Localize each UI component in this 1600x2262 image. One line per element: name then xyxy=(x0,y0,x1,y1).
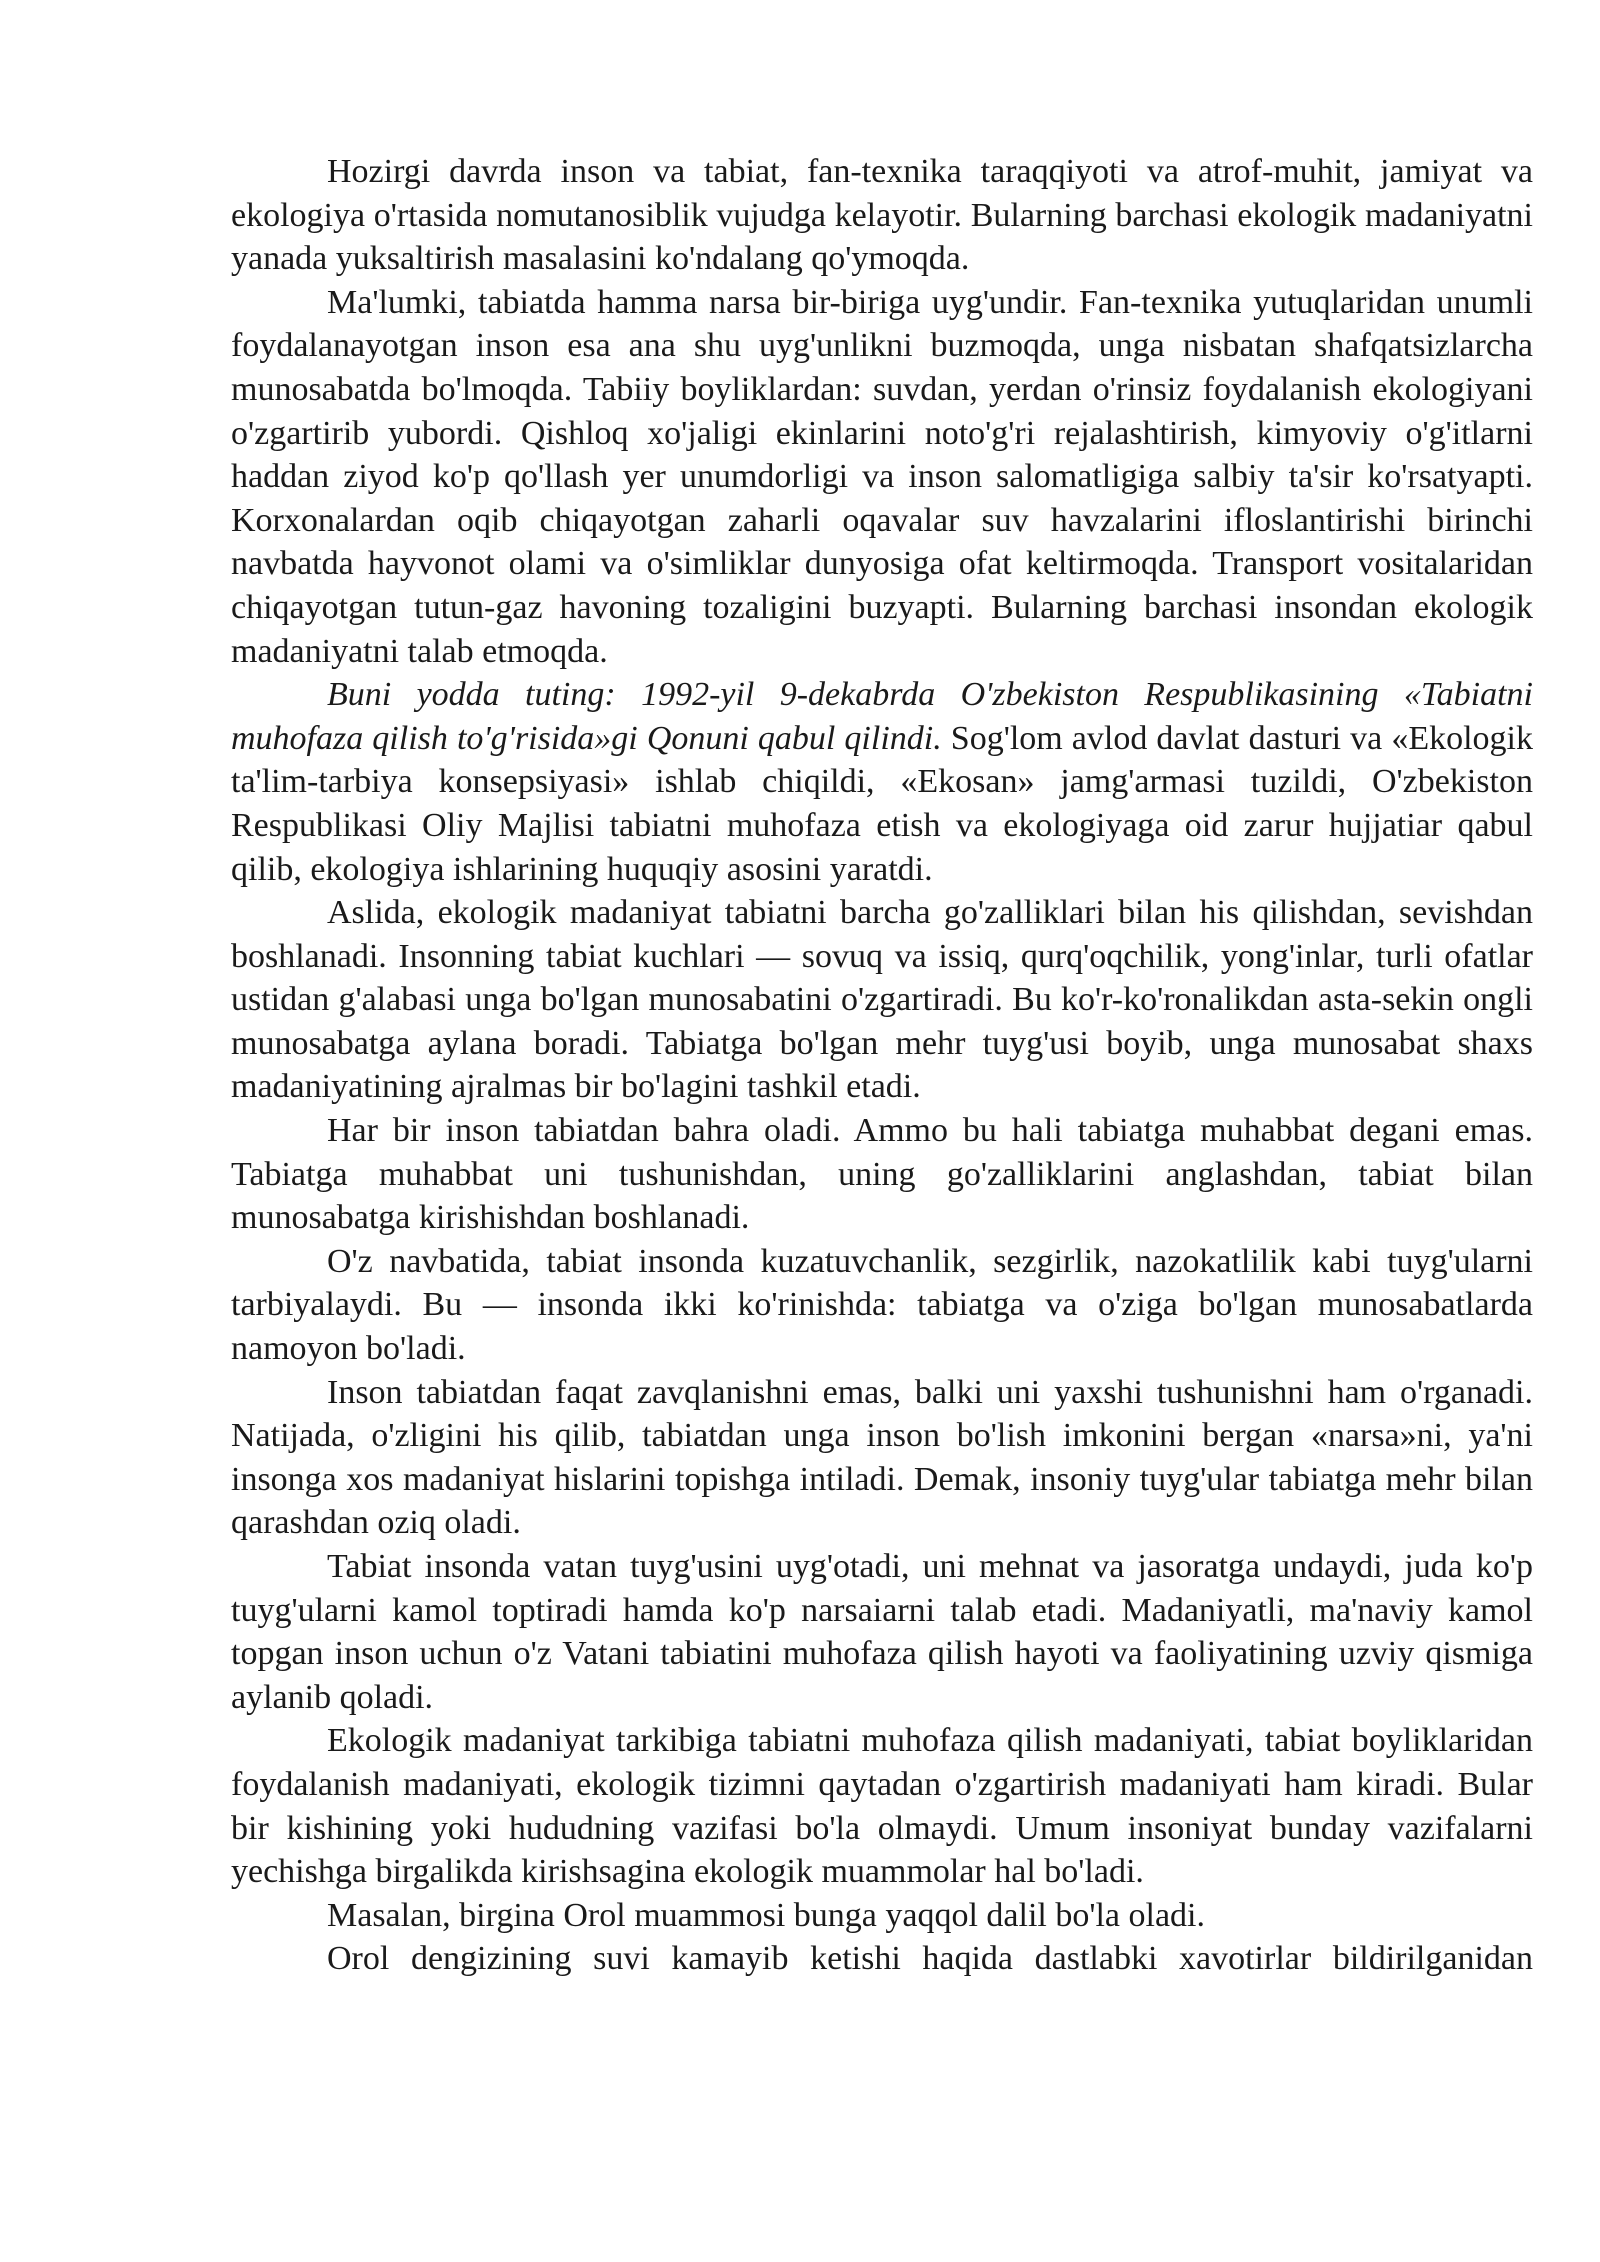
paragraph-1-text: Hozirgi davrda inson va tabiat, fan-texnika taraqqiyoti va atrof-muhit, jamiyat va ekologiya o'rtasida nomutanosiblik vujudga kelayotir. Bularning barchasi ekologik madaniyatni yanada yuksaltirish masalasini ko'ndalang qo'ymoqda. xyxy=(231,153,1533,278)
paragraph-10 xyxy=(231,1894,1533,1938)
paragraph-4-text: Aslida, ekologik madaniyat tabiatni barcha go'zalliklari bilan his qilishdan, sevishdan boshlanadi. Insonning tabiat kuchlari — sovuq va issiq, qurq'oqchilik, yong'inlar, turli ofatlar ustidan g'alabasi unga bo'lgan munosabatini o'zgartiradi. Bu ko'r-ko'ronalikdan asta-sekin ongli munosabatga aylana boradi. Tabiatga bo'lgan mehr tuyg'usi boyib, unga munosabat shaxs madaniyatining ajralmas bir bo'lagini tashkil etadi. xyxy=(231,894,1533,1106)
paragraph-9 xyxy=(231,1719,1533,1893)
paragraph-9-text: Ekologik madaniyat tarkibiga tabiatni muhofaza qilish madaniyati, tabiat boyliklaridan foydalanish madaniyati, ekologik tizimni qaytadan o'zgartirish madaniyati ham kiradi. Bular bir kishining yoki hududning vazifasi bo'la olmaydi. Umum insoniyat bunday vazifalarni yechishga birgalikda kirishsagina ekologik muammolar hal bo'ladi. xyxy=(231,1722,1533,1891)
paragraph-3-italic-note: Buni yodda tuting: 1992-yil 9-dekabrda O'zbekiston Respublikasining «Tabiatni muhofaza qilish to'g'risida»gi Qonuni qabul qilindi. xyxy=(231,676,1533,757)
paragraph-2 xyxy=(231,281,1533,673)
paragraph-7-text: Inson tabiatdan faqat zavqlanishni emas, balki uni yaxshi tushunishni ham o'rganadi. Natijada, o'zligini his qilib, tabiatdan unga inson bo'lish imkonini bergan «narsa»ni, ya'ni insonga xos madaniyat hislarini topishga intiladi. Demak, insoniy tuyg'ular tabiatga mehr bilan qarashdan oziq oladi. xyxy=(231,1373,1533,1542)
paragraph-6 xyxy=(231,1240,1533,1371)
paragraph-1 xyxy=(231,150,1533,281)
paragraph-10-text: Masalan, birgina Orol muammosi bunga yaqqol dalil bo'la oladi. xyxy=(327,1896,1206,1934)
paragraph-8 xyxy=(231,1545,1533,1719)
paragraph-4 xyxy=(231,891,1533,1109)
paragraph-6-text: O'z navbatida, tabiat insonda kuzatuvchanlik, sezgirlik, nazokatlilik kabi tuyg'ularni tarbiyalaydi. Bu — insonda ikki ko'rinishda: tabiatga va o'ziga bo'lgan munosabatlarda namoyon bo'ladi. xyxy=(231,1242,1533,1368)
document-page xyxy=(231,150,1533,1981)
paragraph-11-text: Orol dengizining suvi kamayib ketishi haqida dastlabki xavotirlar bildirilganidan xyxy=(327,1940,1533,1978)
paragraph-5 xyxy=(231,1109,1533,1240)
paragraph-5-text: Har bir inson tabiatdan bahra oladi. Ammo bu hali tabiatga muhabbat degani emas. Tabiatga muhabbat uni tushunishdan, uning go'zalliklarini anglashdan, tabiat bilan munosabatga kirishishdan boshlanadi. xyxy=(231,1112,1533,1237)
paragraph-11 xyxy=(231,1937,1533,1981)
paragraph-3-text: Sog'lom avlod davlat dasturi va «Ekologik ta'lim-tarbiya konsepsiyasi» ishlab chiqildi, «Ekosan» jamg'armasi tuzildi, O'zbekiston Respublikasi Oliy Majlisi tabiatni muhofaza etish va ekologiyaga oid zarur hujjatiar qabul qilib, ekologiya ishlarining huquqiy asosini yaratdi. xyxy=(231,719,1534,888)
paragraph-8-text: Tabiat insonda vatan tuyg'usini uyg'otadi, uni mehnat va jasoratga undaydi, juda ko'p tuyg'ularni kamol toptiradi hamda ko'p narsaiarni talab etadi. Madaniyatli, ma'naviy kamol topgan inson uchun o'z Vatani tabiatini muhofaza qilish hayoti va faoliyatining uzviy qismiga aylanib qoladi. xyxy=(231,1548,1533,1716)
paragraph-3 xyxy=(231,673,1533,891)
paragraph-2-text: Ma'lumki, tabiatda hamma narsa bir-biriga uyg'undir. Fan-texnika yutuqlaridan unumli foydalanayotgan inson esa ana shu uyg'unlikni buzmoqda, unga nisbatan shafqatsizlarcha munosabatda bo'lmoqda. Tabiiy boyliklardan: suvdan, yerdan o'rinsiz foydalanish ekologiyani o'zgartirib yubordi. Qishloq xo'jaligi ekinlarini noto'g'ri rejalashtirish, kimyoviy o'g'itlarni haddan ziyod ko'p qo'llash yer unumdorligi va inson salomatligiga salbiy ta'sir ko'rsatyapti. Korxonalardan oqib chiqayotgan zaharli oqavalar suv havzalarini ifloslantirishi birinchi navbatda hayvonot olami va o'simliklar dunyosiga ofat keltirmoqda. Transport vositalaridan chiqayotgan tutun-gaz havoning tozaligini buzyapti. Bularning barchasi insondan ekologik madaniyatni talab etmoqda. xyxy=(231,283,1533,670)
paragraph-7 xyxy=(231,1371,1533,1545)
